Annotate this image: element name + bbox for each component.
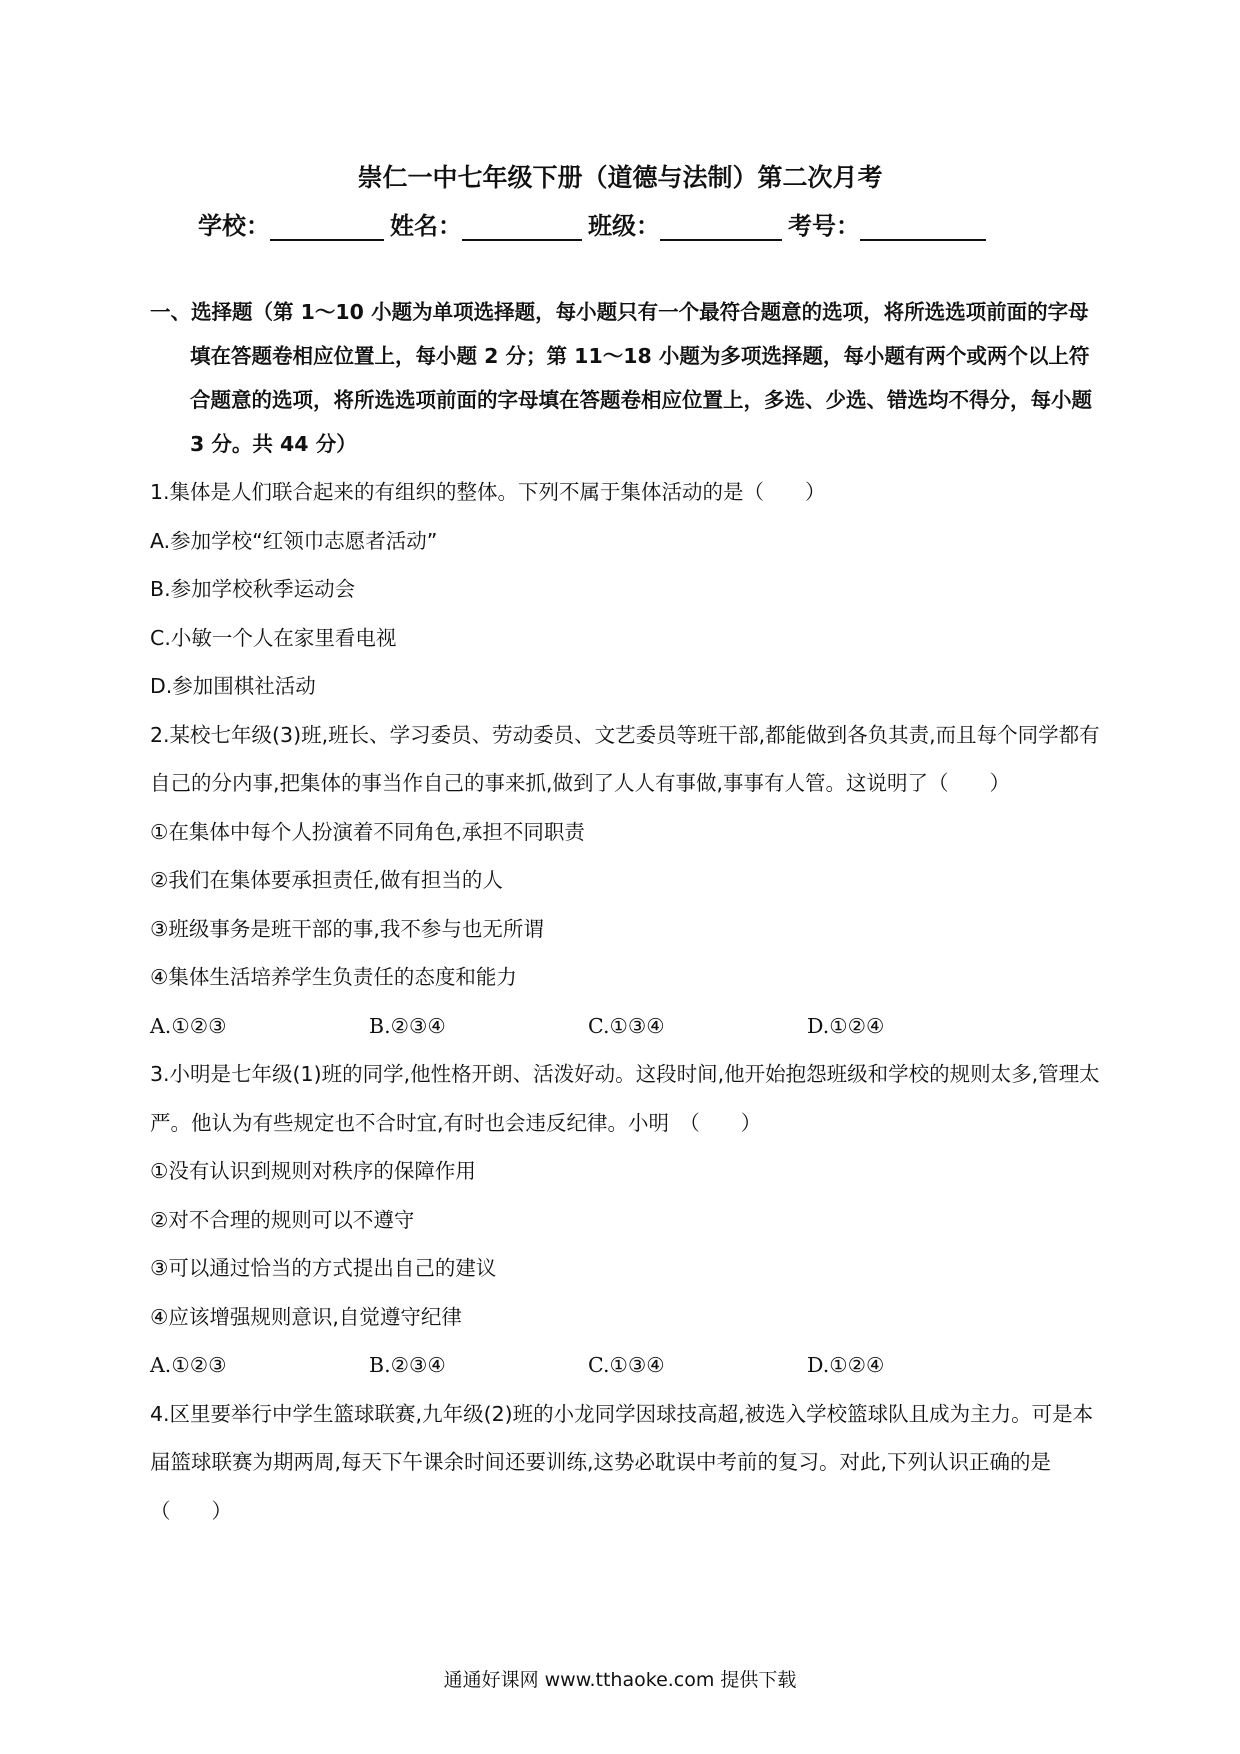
questions-area xyxy=(150,468,1100,1535)
name-blank xyxy=(462,213,582,241)
statement-item: ④集体生活培养学生负责任的态度和能力 xyxy=(150,965,517,989)
question-1 xyxy=(150,468,1100,711)
question-4 xyxy=(150,1390,1100,1536)
name-label: 姓名： xyxy=(390,212,462,240)
section-instructions xyxy=(150,290,1100,466)
class-field xyxy=(588,206,788,241)
statement-item: ③可以通过恰当的方式提出自己的建议 xyxy=(150,1256,497,1280)
question-stem: 4.区里要举行中学生篮球联赛,九年级(2)班的小龙同学因球技高超,被选入学校篮球队且成为主力。可是本届篮球联赛为期两周,每天下午课余时间还要训练,这势必耽误中考前的复习。对此,下列认识正确的是 （ ） xyxy=(150,1401,1094,1523)
class-blank xyxy=(660,213,782,241)
class-label: 班级： xyxy=(588,212,660,240)
statement-item: ②我们在集体要承担责任,做有担当的人 xyxy=(150,868,503,892)
name-field xyxy=(390,206,588,241)
statement-item: ①没有认识到规则对秩序的保障作用 xyxy=(150,1159,476,1183)
option-a: A.①②③ xyxy=(150,1353,227,1377)
school-blank xyxy=(270,213,384,241)
exam-number-blank xyxy=(860,213,986,241)
section-1-heading: 一、选择题（第 1～10 小题为单项选择题，每小题只有一个最符合题意的选项，将所选选项前面的字母填在答题卷相应位置上，每小题 2 分；第 11～18 小题为多项选择题，每小题有两个或两个以上符合题意的选项，将所选选项前面的字母填在答题卷相应位置上，多选、少选、错选均不得分，每小题 3 分。共 44 分） xyxy=(150,300,1092,456)
exam-title: 崇仁一中七年级下册（道德与法制）第二次月考 xyxy=(357,163,883,192)
question-3 xyxy=(150,1050,1100,1390)
choice-item: C.小敏一个人在家里看电视 xyxy=(150,625,397,650)
exam-number-field xyxy=(788,206,992,241)
option-c: C.①③④ xyxy=(588,1013,665,1038)
statement-item: ③班级事务是班干部的事,我不参与也无所谓 xyxy=(150,916,544,941)
question-stem: 3.小明是七年级(1)班的同学,他性格开朗、活泼好动。这段时间,他开始抱怨班级和学校的规则太多,管理太严。他认为有些规定也不合时宜,有时也会违反纪律。小明 （ ） xyxy=(150,1062,1100,1135)
option-d: D.①②④ xyxy=(807,1013,885,1038)
choice-item: D.参加围棋社活动 xyxy=(150,674,316,698)
answer-options xyxy=(150,1341,1100,1390)
question-2 xyxy=(150,711,1100,1051)
choice-item: B.参加学校秋季运动会 xyxy=(150,577,356,601)
student-info-row xyxy=(198,206,992,241)
school-label: 学校： xyxy=(198,212,270,240)
question-stem: 1.集体是人们联合起来的有组织的整体。下列不属于集体活动的是（ ） xyxy=(150,480,826,504)
question-stem: 2.某校七年级(3)班,班长、学习委员、劳动委员、文艺委员等班干部,都能做到各负其责,而且每个同学都有自己的分内事,把集体的事当作自己的事来抓,做到了人人有事做,事事有人管。这说明了（ ） xyxy=(150,722,1100,795)
statement-item: ①在集体中每个人扮演着不同角色,承担不同职责 xyxy=(150,819,585,844)
school-field xyxy=(198,206,390,241)
statement-item: ②对不合理的规则可以不遵守 xyxy=(150,1207,415,1232)
option-b: B.②③④ xyxy=(369,1013,446,1038)
exam-number-label: 考号： xyxy=(788,212,860,240)
footer-source: 通通好课网 www.tthaoke.com 提供下载 xyxy=(443,1669,797,1691)
option-c: C.①③④ xyxy=(588,1353,665,1377)
statement-item: ④应该增强规则意识,自觉遵守纪律 xyxy=(150,1304,462,1329)
choice-item: A.参加学校“红领巾志愿者活动” xyxy=(150,528,438,553)
option-b: B.②③④ xyxy=(369,1353,446,1377)
option-d: D.①②④ xyxy=(807,1353,885,1377)
answer-options xyxy=(150,1002,1100,1051)
option-a: A.①②③ xyxy=(150,1013,227,1038)
